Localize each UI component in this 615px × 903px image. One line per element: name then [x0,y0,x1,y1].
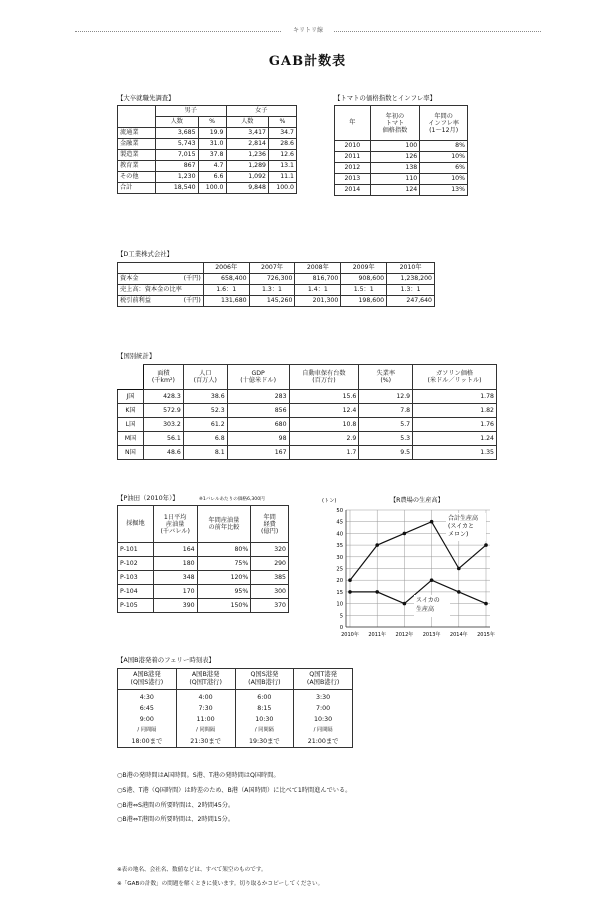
dcorp-table [117,262,435,307]
cell: 1,236 [226,150,269,161]
cell: 170 [153,585,197,599]
data-point [484,543,488,547]
cell: 56.1 [143,432,183,446]
table-row [118,557,289,571]
year-header: 2008年 [295,263,341,274]
cell: 5.7 [359,418,413,432]
cell: 6.6 [198,172,226,183]
ferry-note: ○B港⇔S港間の所要時間は、2時間45分。 [117,802,235,809]
cell: 7,015 [156,150,199,161]
total-series-label-2: (スイカと [448,523,475,530]
row-name-text: 資本金 [120,275,139,282]
employment-label: 【大卒就職先調査】 [117,94,175,102]
cell: 726,300 [249,274,295,285]
time: 9:00 [139,716,154,723]
row-name-text: 税引前利益 [120,297,151,304]
oilfield-table [117,505,289,613]
table-row [118,161,297,172]
chart-title: 【R農場の生産高】 [390,497,444,504]
table-row [118,543,289,557]
interval: / 同間隔 [313,727,333,733]
table-row [118,404,497,418]
cell: 6.8 [183,432,227,446]
header-unit: (千km²) [151,377,175,384]
cell: P-105 [118,599,154,613]
col-pct: % [198,117,226,128]
header-line: 人口 [199,370,212,377]
cell: 9,848 [226,183,269,194]
cell: 52.3 [183,404,227,418]
male-header: 男子 [156,106,226,117]
year-header: 2007年 [249,263,295,274]
cell: 1.6：1 [203,285,249,296]
header-line: Q国T港発 [309,671,337,678]
interval: / 同間隔 [254,727,274,733]
cell: 1.3：1 [387,285,435,296]
header-unit: (米ドル／リットル) [427,377,482,384]
year-header: 2009年 [341,263,387,274]
cell: 9.5 [359,446,413,460]
cell: 1.4：1 [295,285,341,296]
ferry-col-header [176,669,235,690]
cell: 1,238,200 [387,274,435,285]
cell: 2010 [335,141,371,152]
data-point [457,567,461,571]
interval: / 同間隔 [196,727,216,733]
country-col-header [359,365,413,390]
oilfield-label: 【P油田（2010年）】 [117,494,179,502]
header-line: ガソリン価格 [436,370,474,377]
y-tick-label: 45 [336,519,343,526]
cell: 145,260 [249,296,295,307]
until: 21:30まで [190,738,221,745]
cell: 867 [156,161,199,172]
header-line: 年間産油量 [208,517,240,524]
cell: 131,680 [203,296,249,307]
cell: 572.9 [143,404,183,418]
index-header-3: 価格指数 [382,126,408,134]
cell: 856 [227,404,289,418]
footnote: ※表の地名、会社名、数値などは、すべて架空のものです。 [117,867,267,873]
oilfield-note: ※1バレルあたりの価格6,300円 [199,497,265,502]
production-chart [318,490,504,642]
cell: 1,230 [156,172,199,183]
y-tick-label: 35 [336,543,343,550]
cut-line-label: キリトリ線 [282,25,334,34]
cell: 1.35 [413,446,497,460]
table-row [118,285,435,296]
row-unit: (千円) [183,275,201,282]
y-tick-label: 30 [336,554,343,561]
cell: 100.0 [198,183,226,194]
cell: 164 [153,543,197,557]
table-row [118,183,297,194]
cell: 2014 [335,185,371,196]
cell: 100.0 [269,183,297,194]
data-point [375,543,379,547]
cell: P-102 [118,557,154,571]
page-title: GAB計数表 [268,54,347,69]
table-row [118,418,497,432]
ferry-table [117,668,353,748]
table-row [118,446,497,460]
y-tick-label: 50 [336,508,343,514]
time: 4:00 [198,694,213,701]
cell: 198,600 [341,296,387,307]
row-name: 製造業 [118,150,156,161]
data-point [430,520,434,524]
x-tick-label: 2012年 [395,632,414,638]
year-header: 2006年 [203,263,249,274]
country-col-header [183,365,227,390]
time: 4:30 [139,694,154,701]
chart-ylabel: (トン) [322,498,337,504]
interval: / 同間隔 [137,727,157,733]
empty-corner [118,263,204,274]
data-point [457,590,461,594]
ferry-col-times [176,690,235,748]
row-name: N国 [118,446,144,460]
cell: 10% [420,152,468,163]
row-name: J国 [118,390,144,404]
watermelon-series-label-2: 生産高 [416,606,435,613]
col-people: 人数 [156,117,199,128]
cell: 1.82 [413,404,497,418]
cell: 7.8 [359,404,413,418]
tomato-table [334,105,468,196]
time: 8:15 [257,705,272,712]
cell: 2011 [335,152,371,163]
cell: 680 [227,418,289,432]
col-pct: % [269,117,297,128]
cell: 124 [370,185,420,196]
x-tick-label: 2015年 [477,632,495,638]
dcorp-label: 【D工業株式会社】 [117,250,174,258]
tomato-label: 【トマトの価格指数とインフレ率】 [334,94,436,102]
table-row [118,128,297,139]
row-name: 流通業 [118,128,156,139]
x-tick-label: 2011年 [368,632,387,638]
table-row [118,390,497,404]
table-row [335,163,468,174]
cell: 10.8 [289,418,359,432]
y-tick-label: 20 [336,578,343,585]
empty-corner [118,365,144,390]
header-unit: (千バレル) [160,527,190,535]
y-tick-label: 10 [336,601,343,608]
cell: 3,685 [156,128,199,139]
cell: 816,700 [295,274,341,285]
row-name: M国 [118,432,144,446]
table-row [118,296,435,307]
until: 21:00まで [307,738,339,745]
country-col-header [413,365,497,390]
cell: 2012 [335,163,371,174]
cell: 201,300 [295,296,341,307]
header-unit: (億円) [261,527,279,535]
header-line: (Q国S港行) [130,679,164,686]
cell: 1.76 [413,418,497,432]
ferry-label: 【A国B港発着のフェリー時刻表】 [117,656,215,664]
cell: 34.7 [269,128,297,139]
header-unit: (十億米ドル) [240,377,276,384]
cell: 13% [420,185,468,196]
table-row [335,141,468,152]
cell: 12.6 [269,150,297,161]
cell: P-104 [118,585,154,599]
cell: 75% [197,557,251,571]
cell: 348 [153,571,197,585]
time: 10:30 [314,716,333,723]
data-point [484,602,488,606]
cell: 19.9 [198,128,226,139]
ferry-col-times [294,690,353,748]
cell: 10% [420,174,468,185]
ferry-col-header [294,669,353,690]
table-row [335,174,468,185]
table-row [335,152,468,163]
watermelon-series-label-1: スイカの [416,597,440,604]
until: 19:30まで [248,738,280,745]
data-point [375,590,379,594]
row-name [118,296,204,307]
country-table [117,364,497,460]
cell: 12.4 [289,404,359,418]
cell: 1.24 [413,432,497,446]
daily-header [153,506,197,543]
table-row [118,172,297,183]
ratio-header [197,506,251,543]
total-series-label-3: メロン) [448,531,469,538]
inflation-header [420,106,468,141]
y-tick-label: 15 [336,589,343,596]
cell: P-101 [118,543,154,557]
cell: 385 [251,571,289,585]
data-point [348,578,352,582]
cell: 167 [227,446,289,460]
cell: 2013 [335,174,371,185]
ferry-note: ○B港の発時間はA国時間。S港、T港の発時間はQ国時間。 [117,772,280,779]
row-name: 金融業 [118,139,156,150]
x-tick-label: 2010年 [341,632,359,638]
inflation-header-1: 年間の [434,112,453,120]
employment-table [117,105,297,194]
header-line: Q国S港発 [250,671,279,678]
cell: 98 [227,432,289,446]
time: 3:30 [316,694,331,701]
header-line: A国B港発 [133,671,161,678]
inflation-header-2: インフレ率 [428,119,459,127]
row-name: 教育業 [118,161,156,172]
inflation-header-3: (1〜12月) [429,126,459,134]
cell: 428.3 [143,390,183,404]
ferry-col-header [235,669,294,690]
header-unit: (百万人) [193,377,217,384]
header-line: (Q国T港行) [189,679,222,686]
site-header: 採掘地 [118,506,154,543]
cell: 8.1 [183,446,227,460]
table-row [118,150,297,161]
cell: 1.5：1 [341,285,387,296]
y-tick-label: 25 [336,566,343,573]
x-tick-label: 2013年 [422,632,441,638]
cell: 150% [197,599,251,613]
header-line: 1日平均 [163,513,187,521]
row-name: その他 [118,172,156,183]
cell: 38.6 [183,390,227,404]
ferry-note: ○S港、T港（Q国時間）は時差のため、B港（A国時間）に比べて1時間進んでいる。 [117,787,352,794]
header-line: の前年比較 [208,524,240,531]
table-row [118,139,297,150]
country-col-header [227,365,289,390]
until: 18:00まで [131,738,163,745]
cell: 6% [420,163,468,174]
index-header-2: トマト [385,119,405,127]
time: 6:45 [139,705,154,712]
country-col-header [289,365,359,390]
cell: 1,289 [226,161,269,172]
cell: 300 [251,585,289,599]
cost-header [251,506,289,543]
table-row [118,585,289,599]
cell: 4.7 [198,161,226,172]
cell: 5,743 [156,139,199,150]
time: 10:30 [255,716,274,723]
year-header: 年 [335,106,371,141]
cell: 1.3：1 [249,285,295,296]
cell: 80% [197,543,251,557]
cell: 110 [370,174,420,185]
cell: 95% [197,585,251,599]
data-point [348,590,352,594]
ferry-col-times [235,690,294,748]
cell: 370 [251,599,289,613]
header-line: 産油量 [165,520,185,528]
header-line: 年間 [263,513,276,521]
header-line: (A国B港行) [306,679,340,686]
x-tick-label: 2014年 [449,632,468,638]
cell: 658,400 [203,274,249,285]
row-name: 合計 [118,183,156,194]
cell: 13.1 [269,161,297,172]
cell: 1,092 [226,172,269,183]
header-unit: (百万台) [312,377,336,384]
cell: 100 [370,141,420,152]
country-col-header [143,365,183,390]
cell: 120% [197,571,251,585]
cell: 247,640 [387,296,435,307]
y-tick-label: 40 [336,531,343,538]
data-point [430,578,434,582]
cell: 1.78 [413,390,497,404]
col-people: 人数 [226,117,269,128]
row-name: K国 [118,404,144,418]
empty-corner [118,106,156,128]
cell: 12.9 [359,390,413,404]
row-unit: (千円) [183,297,201,304]
cell: 138 [370,163,420,174]
cell: 126 [370,152,420,163]
table-row [118,571,289,585]
y-tick-label: 0 [339,625,343,631]
time: 6:00 [257,694,272,701]
time: 7:00 [316,705,331,712]
header-line: 経費 [263,520,276,528]
row-name [118,285,204,296]
female-header: 女子 [226,106,297,117]
ferry-col-times [118,690,177,748]
cell: 5.3 [359,432,413,446]
row-name [118,274,204,285]
cell: 283 [227,390,289,404]
cell: 48.6 [143,446,183,460]
header-unit: (%) [380,377,392,384]
row-name-text: 売上高：資本金の比率 [120,286,182,293]
time: 11:00 [196,716,215,723]
ferry-note: ○B港⇔T港間の所要時間は、2時間15分。 [117,816,235,823]
cell: 390 [153,599,197,613]
total-series-label-1: 合計生産高 [448,515,479,522]
table-row [335,185,468,196]
table-row [118,432,497,446]
cell: 290 [251,557,289,571]
cell: 61.2 [183,418,227,432]
header-line: (A国B港行) [248,679,281,686]
cell: 320 [251,543,289,557]
index-header [370,106,420,141]
time: 7:30 [198,705,213,712]
row-name: L国 [118,418,144,432]
footnote: ※「GABの計数」の問題を解くときに使います。切り取るかコピーしてください。 [117,881,324,887]
cell: 2.9 [289,432,359,446]
cell: 31.0 [198,139,226,150]
country-label: 【国別統計】 [117,352,156,360]
header-line: 失業率 [376,370,396,377]
cell: 180 [153,557,197,571]
cell: 15.6 [289,390,359,404]
cell: 908,600 [341,274,387,285]
cell: 303.2 [143,418,183,432]
data-point [403,532,407,536]
data-point [403,602,407,606]
table-row [118,599,289,613]
header-line: 自動車保有台数 [302,370,346,377]
index-header-1: 年初の [385,112,405,120]
cell: 3,417 [226,128,269,139]
table-row [118,274,435,285]
cell: 28.6 [269,139,297,150]
cell: 18,540 [156,183,199,194]
cell: P-103 [118,571,154,585]
cell: 8% [420,141,468,152]
chart-labels [414,513,486,617]
year-header: 2010年 [387,263,435,274]
header-line: 面積 [157,370,170,377]
header-line: GDP [251,370,265,377]
ferry-col-header [118,669,177,690]
header-line: A国B港発 [191,671,220,678]
cell: 11.1 [269,172,297,183]
cell: 2,814 [226,139,269,150]
y-tick-label: 5 [339,613,343,620]
cell: 37.8 [198,150,226,161]
cell: 1.7 [289,446,359,460]
